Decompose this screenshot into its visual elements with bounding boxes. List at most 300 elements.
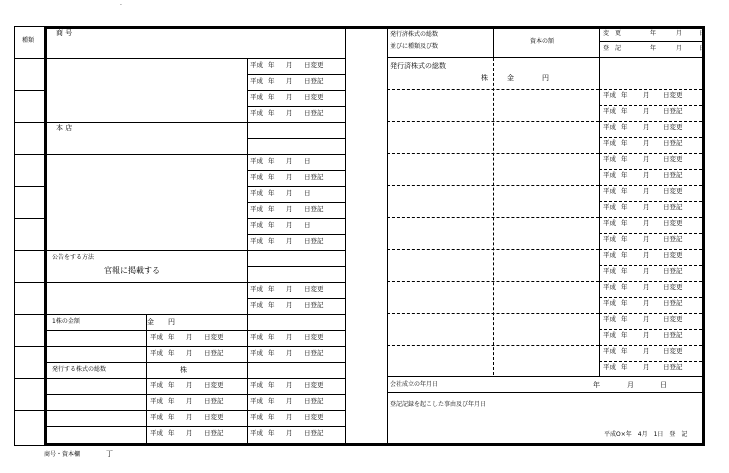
issued-row-divider bbox=[387, 121, 599, 122]
date-m: 月 bbox=[286, 205, 293, 213]
date-era: 平成 bbox=[250, 173, 263, 181]
date-m: 月 bbox=[643, 251, 650, 259]
date-d: 日登記 bbox=[304, 237, 324, 245]
date-y: 年 bbox=[621, 315, 628, 323]
change-row-divider bbox=[599, 201, 702, 202]
date-m: 月 bbox=[286, 397, 293, 405]
date-y: 年 bbox=[268, 397, 275, 405]
date-d: 日 bbox=[304, 221, 311, 229]
date-d: 日登記 bbox=[663, 299, 683, 307]
date-m: 月 bbox=[643, 107, 650, 115]
left-column-divider bbox=[14, 378, 44, 379]
date-y: 年 bbox=[268, 173, 275, 181]
change-date-entry bbox=[603, 123, 695, 131]
date-m: 月 bbox=[286, 157, 293, 165]
date-row-line bbox=[247, 138, 345, 139]
date-y: 年 bbox=[268, 109, 275, 117]
date-era: 平成 bbox=[250, 93, 263, 101]
capital-value: 金 円 bbox=[507, 74, 549, 82]
date-y: 年 bbox=[621, 171, 628, 179]
date-era: 平成 bbox=[250, 285, 263, 293]
date-y: 年 bbox=[621, 331, 628, 339]
left-column-divider bbox=[14, 314, 44, 315]
change-row-divider bbox=[599, 329, 702, 330]
date-d: 日変更 bbox=[663, 315, 683, 323]
date-y: 年 bbox=[621, 203, 628, 211]
change-date-entry bbox=[603, 363, 695, 371]
share-row-line bbox=[44, 394, 345, 395]
date-y: 年 bbox=[621, 299, 628, 307]
date-d: 日変更 bbox=[663, 283, 683, 291]
date-y: 年 bbox=[268, 333, 275, 341]
date-m: 月 bbox=[643, 219, 650, 227]
share-value-label: 1株の金額 bbox=[52, 318, 80, 325]
left-column-divider bbox=[14, 346, 44, 347]
date-era: 平成 bbox=[250, 237, 263, 245]
date-m: 月 bbox=[643, 299, 650, 307]
date-m: 月 bbox=[286, 349, 293, 357]
change-date-entry bbox=[603, 331, 695, 339]
date-m: 月 bbox=[286, 237, 293, 245]
date-m: 月 bbox=[643, 267, 650, 275]
bottom-label: 商号・資本欄 bbox=[44, 451, 81, 458]
date-entry bbox=[250, 77, 338, 85]
date-era: 平成 bbox=[603, 123, 616, 131]
change-header-cell: 月 bbox=[676, 45, 683, 52]
issued-row-divider bbox=[387, 217, 599, 218]
date-y: 年 bbox=[168, 333, 175, 341]
right-header-bottom bbox=[387, 57, 702, 58]
left-column-divider bbox=[14, 410, 44, 411]
section-divider-line bbox=[44, 154, 345, 155]
section-divider-line bbox=[44, 346, 345, 347]
date-m: 月 bbox=[643, 331, 650, 339]
share-date-entry bbox=[150, 429, 238, 437]
share-value-value: 金 円 bbox=[147, 318, 175, 326]
date-m: 月 bbox=[286, 333, 293, 341]
stray-dot: · bbox=[120, 2, 122, 9]
date-y: 年 bbox=[168, 429, 175, 437]
date-m: 月 bbox=[643, 155, 650, 163]
date-era: 平成 bbox=[603, 299, 616, 307]
date-d: 日登記 bbox=[663, 235, 683, 243]
date-entry bbox=[250, 61, 338, 69]
date-era: 平成 bbox=[603, 171, 616, 179]
left-column-divider bbox=[14, 250, 44, 251]
notice-method-label: 公告をする方法 bbox=[52, 254, 95, 261]
left-column-divider bbox=[14, 186, 44, 187]
date-y: 年 bbox=[268, 189, 275, 197]
date-row-line bbox=[247, 202, 345, 203]
change-date-entry bbox=[603, 315, 695, 323]
date-era: 平成 bbox=[603, 283, 616, 291]
change-row-divider bbox=[599, 281, 702, 282]
date-y: 年 bbox=[621, 347, 628, 355]
date-d: 日変更 bbox=[663, 123, 683, 131]
change-row-divider bbox=[599, 361, 702, 362]
change-row-divider bbox=[599, 297, 702, 298]
date-era: 平成 bbox=[250, 397, 263, 405]
date-m: 月 bbox=[286, 189, 293, 197]
date-y: 年 bbox=[268, 429, 275, 437]
date-era: 平成 bbox=[150, 413, 163, 421]
date-y: 年 bbox=[268, 285, 275, 293]
date-m: 月 bbox=[643, 91, 650, 99]
change-row-divider bbox=[599, 313, 702, 314]
change-header-cell: 月 bbox=[676, 30, 683, 37]
section-divider-line bbox=[44, 58, 345, 59]
section-divider-line bbox=[44, 122, 345, 123]
issued-header-line2: 並びに種類及び数 bbox=[390, 43, 439, 50]
date-m: 月 bbox=[643, 363, 650, 371]
date-d: 日変更 bbox=[663, 187, 683, 195]
notice-method-value: 官報に掲載する bbox=[104, 266, 160, 275]
date-era: 平成 bbox=[250, 109, 263, 117]
date-entry bbox=[250, 237, 338, 245]
date-m: 月 bbox=[286, 77, 293, 85]
bottom-mark: 丁 bbox=[106, 450, 113, 458]
date-entry bbox=[250, 93, 338, 101]
date-d: 日変更 bbox=[304, 381, 324, 389]
date-d: 日変更 bbox=[204, 381, 224, 389]
date-m: 月 bbox=[286, 285, 293, 293]
share-date-entry bbox=[150, 349, 238, 357]
date-y: 年 bbox=[621, 363, 628, 371]
date-era: 平成 bbox=[603, 139, 616, 147]
date-era: 平成 bbox=[250, 61, 263, 69]
date-m: 月 bbox=[186, 397, 193, 405]
date-era: 平成 bbox=[250, 189, 263, 197]
date-era: 平成 bbox=[250, 157, 263, 165]
share-row-line bbox=[44, 410, 345, 411]
date-d: 日登記 bbox=[663, 171, 683, 179]
date-y: 年 bbox=[168, 349, 175, 357]
established-month: 月 bbox=[627, 381, 634, 389]
change-date-entry bbox=[603, 251, 695, 259]
issued-row-divider bbox=[387, 313, 599, 314]
date-era: 平成 bbox=[603, 235, 616, 243]
section-divider-line bbox=[44, 314, 345, 315]
date-entry bbox=[250, 397, 338, 405]
change-header-cell: 変 更 bbox=[603, 30, 622, 37]
date-m: 月 bbox=[286, 109, 293, 117]
date-d: 日登記 bbox=[204, 397, 224, 405]
change-row-divider bbox=[599, 345, 702, 346]
date-row-line bbox=[247, 74, 345, 75]
date-d: 日登記 bbox=[304, 109, 324, 117]
date-m: 月 bbox=[286, 413, 293, 421]
date-row-line bbox=[247, 106, 345, 107]
change-header-cell: 日 bbox=[699, 30, 706, 37]
established-bottom bbox=[387, 392, 702, 393]
date-d: 日 bbox=[304, 157, 311, 165]
change-row-divider bbox=[599, 185, 702, 186]
date-y: 年 bbox=[621, 107, 628, 115]
capital-header: 資本の額 bbox=[530, 38, 555, 45]
date-era: 平成 bbox=[150, 333, 163, 341]
date-d: 日登記 bbox=[304, 301, 324, 309]
issued-header-line1: 発行済株式の総数 bbox=[390, 31, 439, 38]
date-era: 平成 bbox=[603, 187, 616, 195]
date-m: 月 bbox=[643, 187, 650, 195]
date-m: 月 bbox=[186, 333, 193, 341]
date-y: 年 bbox=[268, 205, 275, 213]
change-row-divider bbox=[599, 153, 702, 154]
date-d: 日登記 bbox=[304, 173, 324, 181]
date-d: 日登記 bbox=[304, 349, 324, 357]
date-y: 年 bbox=[621, 123, 628, 131]
date-era: 平成 bbox=[150, 429, 163, 437]
date-m: 月 bbox=[286, 429, 293, 437]
share-date-entry bbox=[150, 397, 238, 405]
left-column-divider bbox=[14, 90, 44, 91]
change-date-entry bbox=[603, 267, 695, 275]
date-d: 日登記 bbox=[663, 107, 683, 115]
date-y: 年 bbox=[621, 267, 628, 275]
date-y: 年 bbox=[621, 251, 628, 259]
share-row-line bbox=[44, 426, 345, 427]
change-header-cell: 年 bbox=[650, 30, 657, 37]
left-column-divider bbox=[14, 58, 44, 59]
change-row-divider bbox=[599, 249, 702, 250]
date-m: 月 bbox=[186, 381, 193, 389]
date-m: 月 bbox=[286, 61, 293, 69]
date-entry bbox=[250, 349, 338, 357]
date-m: 月 bbox=[643, 139, 650, 147]
change-row-divider bbox=[599, 137, 702, 138]
date-era: 平成 bbox=[250, 205, 263, 213]
issued-row-divider bbox=[387, 345, 599, 346]
footer-date: 平成O×年 4月 1日 登 記 bbox=[604, 431, 688, 438]
date-d: 日登記 bbox=[663, 331, 683, 339]
date-y: 年 bbox=[168, 381, 175, 389]
date-entry bbox=[250, 381, 338, 389]
date-y: 年 bbox=[621, 235, 628, 243]
change-row-divider bbox=[599, 121, 702, 122]
date-era: 平成 bbox=[250, 349, 263, 357]
date-era: 平成 bbox=[603, 347, 616, 355]
change-row-divider bbox=[599, 105, 702, 106]
share-date-entry bbox=[150, 381, 238, 389]
date-d: 日登記 bbox=[663, 363, 683, 371]
change-row-divider bbox=[599, 233, 702, 234]
date-era: 平成 bbox=[603, 267, 616, 275]
share-row-line bbox=[44, 362, 345, 363]
issued-row-divider bbox=[387, 281, 599, 282]
date-entry bbox=[250, 221, 338, 229]
authorized-shares-unit: 株 bbox=[180, 366, 187, 374]
change-date-entry bbox=[603, 283, 695, 291]
date-y: 年 bbox=[621, 283, 628, 291]
date-row-line bbox=[247, 90, 345, 91]
date-d: 日 bbox=[304, 189, 311, 197]
date-era: 平成 bbox=[603, 251, 616, 259]
date-era: 平成 bbox=[250, 381, 263, 389]
date-y: 年 bbox=[621, 91, 628, 99]
date-m: 月 bbox=[186, 349, 193, 357]
date-m: 月 bbox=[643, 123, 650, 131]
date-y: 年 bbox=[168, 397, 175, 405]
date-row-line bbox=[247, 234, 345, 235]
date-era: 平成 bbox=[250, 221, 263, 229]
change-date-entry bbox=[603, 203, 695, 211]
date-era: 平成 bbox=[603, 315, 616, 323]
date-column-border bbox=[247, 58, 248, 446]
date-y: 年 bbox=[621, 187, 628, 195]
change-date-entry bbox=[603, 171, 695, 179]
issued-row-divider bbox=[387, 153, 599, 154]
date-d: 日登記 bbox=[304, 205, 324, 213]
date-m: 月 bbox=[643, 315, 650, 323]
date-d: 日登記 bbox=[204, 349, 224, 357]
date-m: 月 bbox=[286, 173, 293, 181]
date-y: 年 bbox=[268, 301, 275, 309]
date-era: 平成 bbox=[603, 331, 616, 339]
date-d: 日登記 bbox=[663, 203, 683, 211]
section-divider-line bbox=[44, 282, 345, 283]
change-header-cell: 日 bbox=[699, 45, 706, 52]
date-era: 平成 bbox=[603, 91, 616, 99]
established-year: 年 bbox=[593, 381, 600, 389]
date-y: 年 bbox=[268, 61, 275, 69]
left-column-border bbox=[14, 26, 15, 446]
capital-header-border bbox=[493, 26, 494, 57]
date-era: 平成 bbox=[603, 363, 616, 371]
date-era: 平成 bbox=[250, 333, 263, 341]
share-date-entry bbox=[150, 413, 238, 421]
date-era: 平成 bbox=[603, 203, 616, 211]
change-row-divider bbox=[599, 265, 702, 266]
date-m: 月 bbox=[643, 171, 650, 179]
date-y: 年 bbox=[268, 93, 275, 101]
date-row-line bbox=[247, 298, 345, 299]
date-d: 日変更 bbox=[663, 251, 683, 259]
date-d: 日登記 bbox=[304, 397, 324, 405]
date-era: 平成 bbox=[250, 413, 263, 421]
change-row-divider bbox=[599, 89, 702, 90]
date-d: 日変更 bbox=[304, 93, 324, 101]
change-row-divider bbox=[599, 217, 702, 218]
date-d: 日登記 bbox=[204, 429, 224, 437]
left-column-bottom bbox=[14, 445, 44, 446]
date-entry bbox=[250, 429, 338, 437]
date-m: 月 bbox=[286, 381, 293, 389]
date-y: 年 bbox=[168, 413, 175, 421]
change-header-cell: 登 記 bbox=[603, 45, 622, 52]
date-d: 日変更 bbox=[663, 347, 683, 355]
change-date-entry bbox=[603, 219, 695, 227]
date-d: 日変更 bbox=[204, 333, 224, 341]
date-d: 日変更 bbox=[304, 413, 324, 421]
change-date-entry bbox=[603, 235, 695, 243]
left-column-divider bbox=[14, 122, 44, 123]
established-top bbox=[387, 376, 702, 377]
date-entry bbox=[250, 285, 338, 293]
share-row-line bbox=[44, 330, 345, 331]
date-m: 月 bbox=[643, 283, 650, 291]
date-d: 日登記 bbox=[663, 139, 683, 147]
date-era: 平成 bbox=[250, 301, 263, 309]
date-d: 日変更 bbox=[663, 155, 683, 163]
date-m: 月 bbox=[186, 429, 193, 437]
change-date-entry bbox=[603, 139, 695, 147]
head-office-label: 本 店 bbox=[56, 124, 73, 132]
left-column-divider bbox=[14, 154, 44, 155]
date-y: 年 bbox=[268, 77, 275, 85]
established-day: 日 bbox=[660, 381, 667, 389]
date-m: 月 bbox=[643, 347, 650, 355]
issued-row-divider bbox=[387, 185, 599, 186]
date-y: 年 bbox=[268, 413, 275, 421]
change-date-entry bbox=[603, 347, 695, 355]
issued-row-divider bbox=[387, 89, 599, 90]
date-d: 日登記 bbox=[304, 77, 324, 85]
date-era: 平成 bbox=[150, 397, 163, 405]
date-y: 年 bbox=[268, 157, 275, 165]
issued-total-unit: 株 bbox=[481, 74, 488, 82]
share-row-line bbox=[44, 378, 345, 379]
date-m: 月 bbox=[186, 413, 193, 421]
change-date-entry bbox=[603, 107, 695, 115]
date-y: 年 bbox=[268, 349, 275, 357]
date-m: 月 bbox=[286, 221, 293, 229]
date-y: 年 bbox=[621, 139, 628, 147]
date-row-line bbox=[247, 186, 345, 187]
date-d: 日変更 bbox=[204, 413, 224, 421]
date-entry bbox=[250, 333, 338, 341]
change-row-divider bbox=[599, 169, 702, 170]
change-date-entry bbox=[603, 155, 695, 163]
established-label: 会社成立の年月日 bbox=[390, 381, 439, 388]
date-row-line bbox=[247, 218, 345, 219]
date-entry bbox=[250, 173, 338, 181]
date-m: 月 bbox=[643, 235, 650, 243]
date-entry bbox=[250, 205, 338, 213]
change-date-entry bbox=[603, 91, 695, 99]
change-date-entry bbox=[603, 299, 695, 307]
section-divider-line bbox=[44, 250, 345, 251]
date-entry bbox=[250, 301, 338, 309]
date-y: 年 bbox=[621, 219, 628, 227]
date-d: 日変更 bbox=[304, 333, 324, 341]
date-row-line bbox=[247, 170, 345, 171]
date-m: 月 bbox=[286, 93, 293, 101]
section-divider bbox=[345, 26, 346, 446]
date-d: 日登記 bbox=[304, 429, 324, 437]
date-era: 平成 bbox=[150, 381, 163, 389]
date-y: 年 bbox=[268, 237, 275, 245]
date-y: 年 bbox=[268, 381, 275, 389]
change-date-entry bbox=[603, 187, 695, 195]
share-date-entry bbox=[150, 333, 238, 341]
date-y: 年 bbox=[621, 155, 628, 163]
date-m: 月 bbox=[643, 203, 650, 211]
date-d: 日登記 bbox=[663, 267, 683, 275]
date-d: 日変更 bbox=[304, 61, 324, 69]
issued-total-label: 発行済株式の総数 bbox=[390, 62, 446, 70]
date-era: 平成 bbox=[250, 429, 263, 437]
left-column-divider bbox=[14, 218, 44, 219]
date-entry bbox=[250, 109, 338, 117]
issued-row-divider bbox=[387, 249, 599, 250]
date-d: 日変更 bbox=[663, 91, 683, 99]
date-m: 月 bbox=[286, 301, 293, 309]
left-column-top bbox=[14, 26, 44, 27]
date-d: 日変更 bbox=[304, 285, 324, 293]
change-header-divider bbox=[599, 41, 702, 42]
date-era: 平成 bbox=[603, 219, 616, 227]
date-era: 平成 bbox=[603, 155, 616, 163]
